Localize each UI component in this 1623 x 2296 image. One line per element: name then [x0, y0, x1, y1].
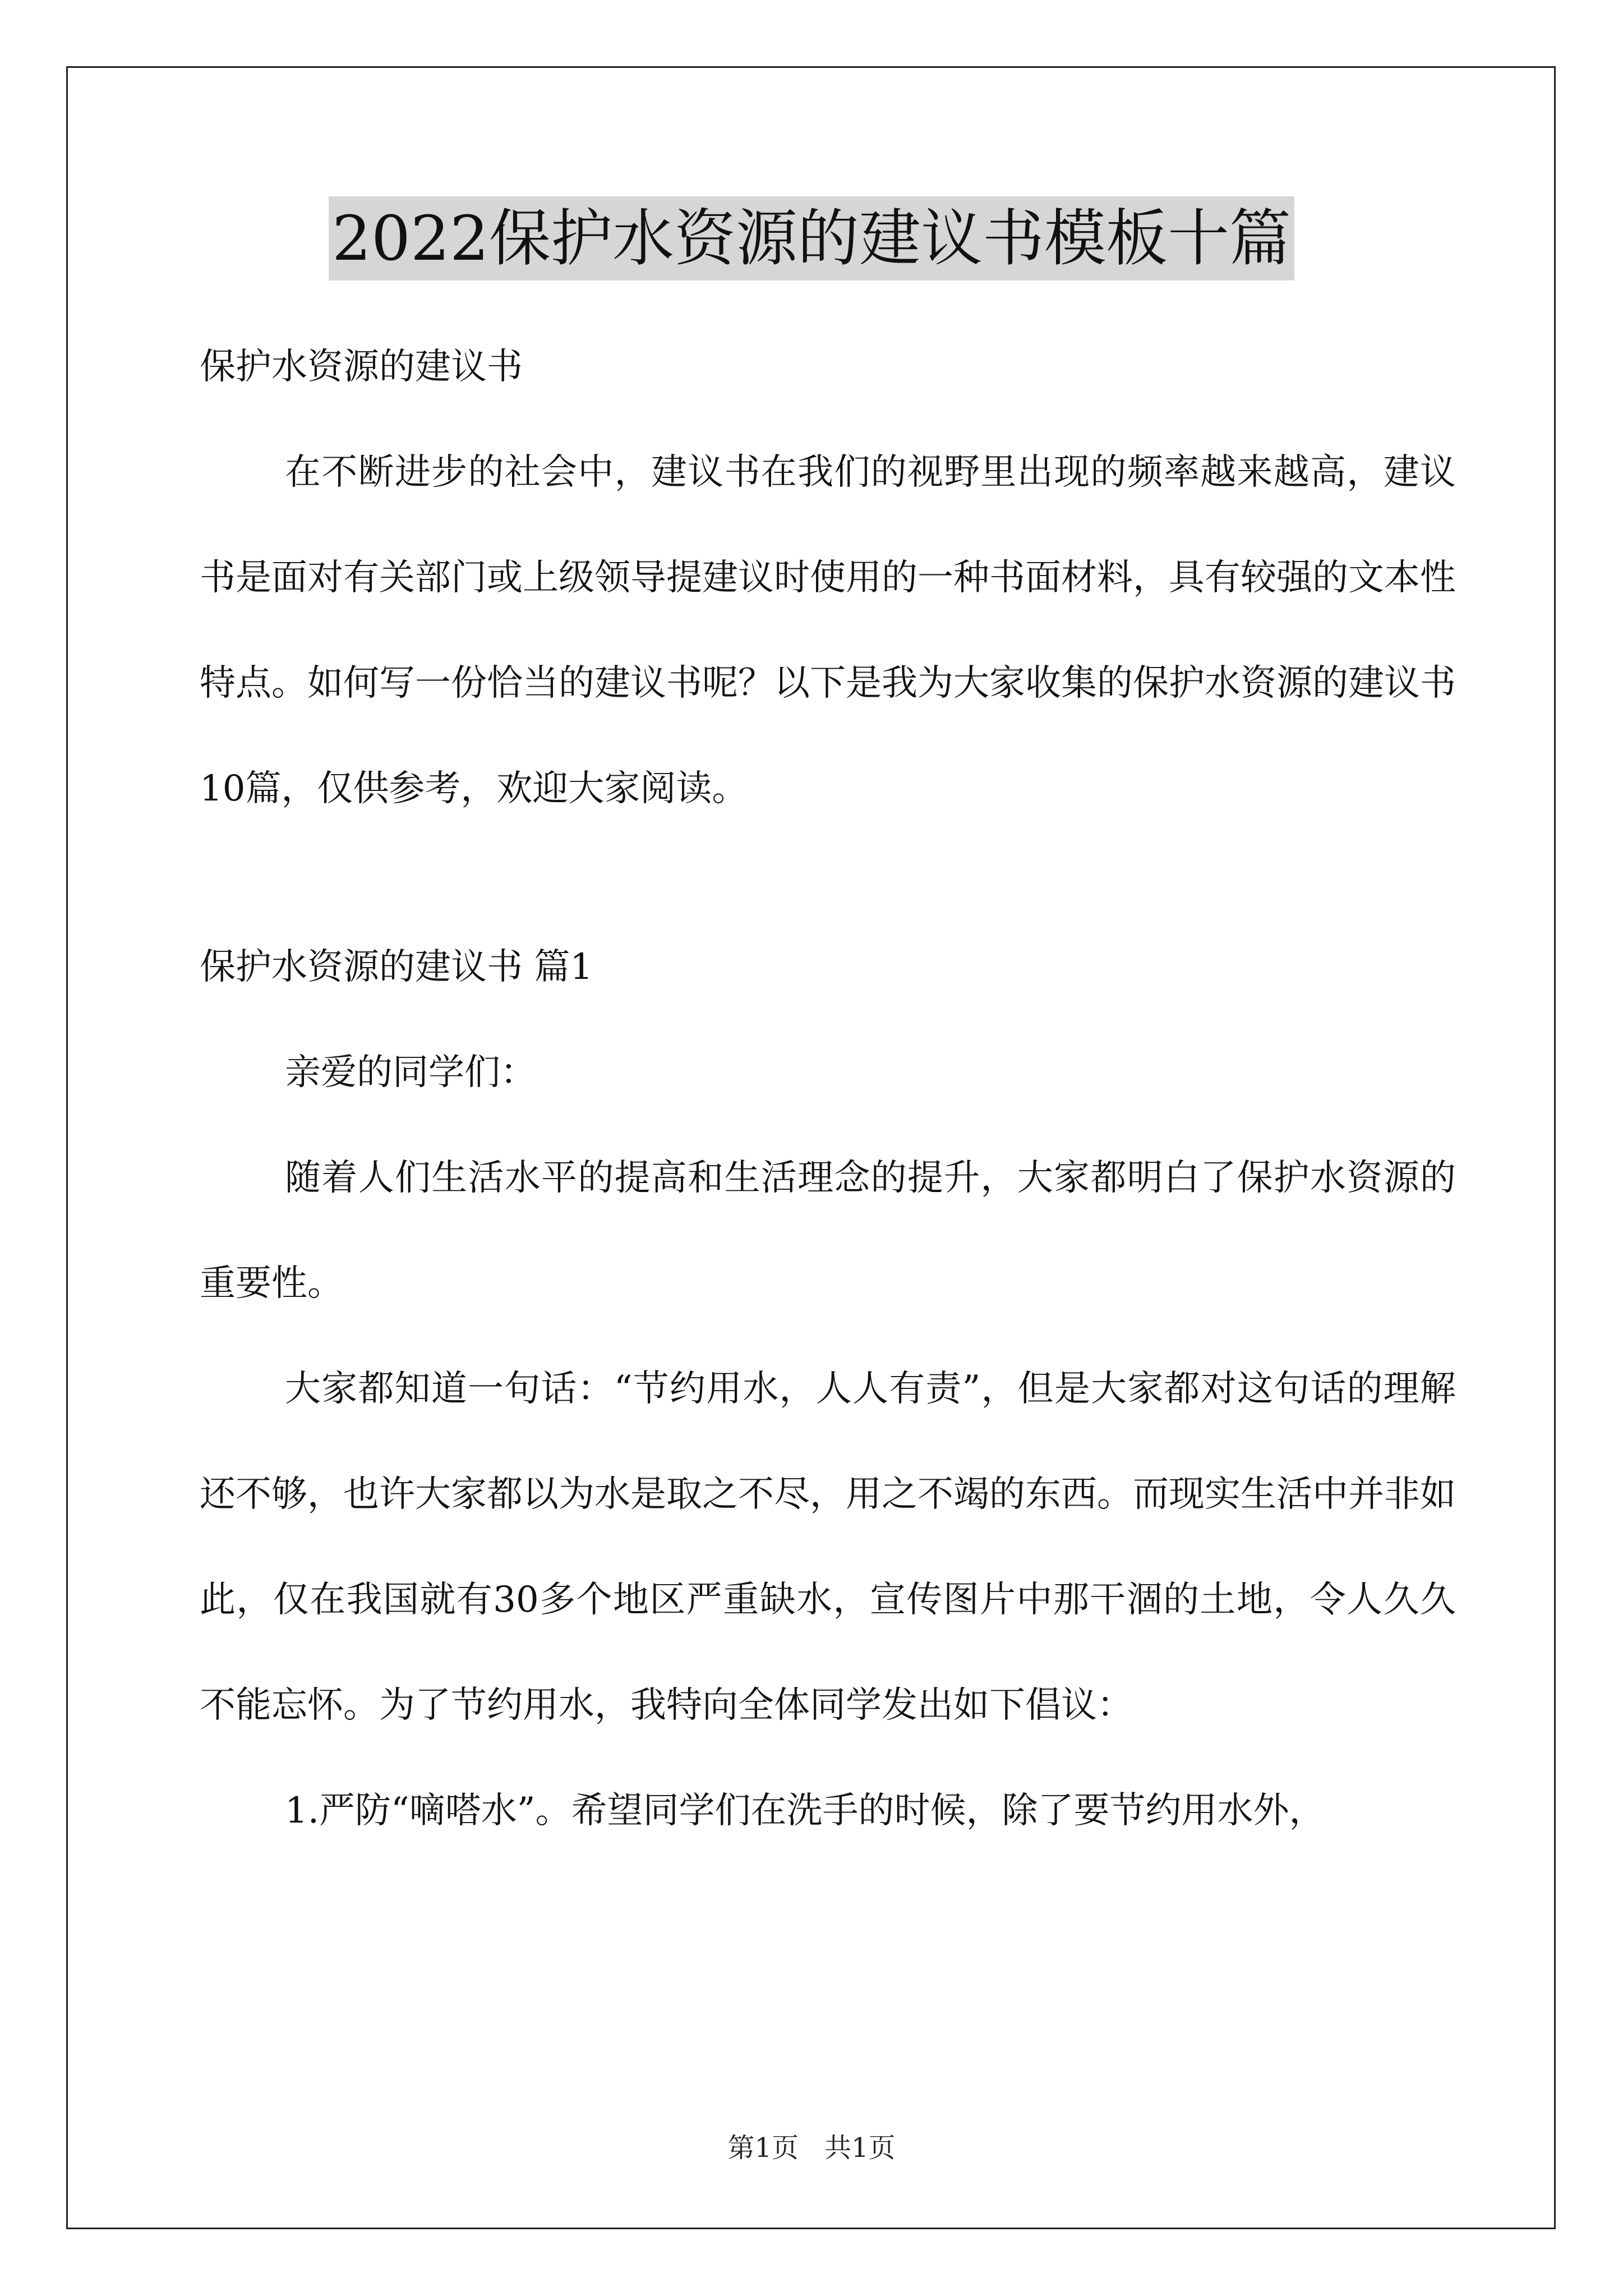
page-current: 第1页 [727, 2132, 799, 2164]
paragraph-1: 随着人们生活水平的提高和生活理念的提升，大家都明白了保护水资源的重要性。 [200, 1157, 1456, 1304]
paragraph-2: 大家都知道一句话：“节约用水，人人有责”，但是大家都对这句话的理解还不够，也许大家都以为水是取之不尽，用之不竭的东西。而现实生活中并非如此，仅在我国就有30多个地区严重缺水，宣传图片中那干涸的土地，令人久久不能忘怀。为了节约用水，我特向全体同学发出如下倡议： [200, 1368, 1456, 1726]
page-total: 共1页 [824, 2132, 896, 2164]
intro-heading: 保护水资源的建议书 [200, 346, 523, 388]
section-heading: 保护水资源的建议书 篇1 [200, 946, 593, 988]
intro-paragraph: 在不断进步的社会中，建议书在我们的视野里出现的频率越来越高，建议书是面对有关部门或上级领导提建议时使用的一种书面材料，具有较强的文本性特点。如何写一份恰当的建议书呢？以下是我为大家收集的保护水资源的建议书10篇，仅供参考，欢迎大家阅读。 [200, 452, 1456, 809]
page-footer [0, 2126, 1623, 2165]
section-spacer [200, 841, 1456, 914]
paragraph-3: 1.严防“嘀嗒水”。希望同学们在洗手的时候，除了要节约用水外， [285, 1790, 1325, 1832]
title-container [0, 196, 1623, 280]
document-body [200, 314, 1456, 1864]
greeting: 亲爱的同学们： [285, 1052, 536, 1093]
document-title: 2022保护水资源的建议书模板十篇 [329, 196, 1294, 280]
